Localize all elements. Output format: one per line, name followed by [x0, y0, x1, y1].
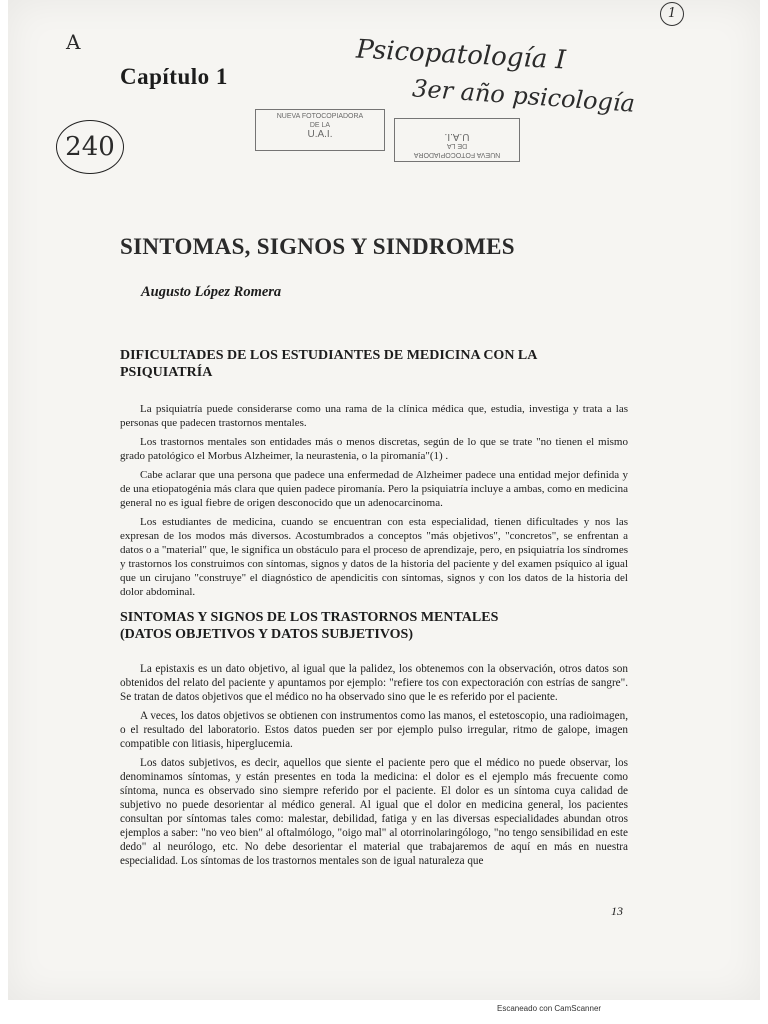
stamp-line: DE LA — [446, 142, 468, 149]
chapter-label: Capítulo 1 — [120, 64, 228, 89]
circled-code-text: 240 — [65, 132, 115, 162]
handwritten-circled-code — [56, 120, 124, 174]
photocopy-stamp-inverted — [394, 118, 520, 162]
scanner-footer: Escaneado con CamScanner — [497, 1004, 602, 1013]
paragraph: Los trastornos mentales son entidades más o menos discretas, según de lo que se trate "no tienen el mismo grado patológico el Morbus Alzheimer, la neurastenia, o la piromanía"(1) . — [120, 436, 628, 462]
paragraph: La psiquiatría puede considerarse como una rama de la clínica médica que, estudia, investiga y trata a las personas que padecen trastornos mentales. — [120, 403, 628, 429]
handwritten-course-year: 3er año psicología — [411, 74, 636, 118]
paragraph: Los estudiantes de medicina, cuando se encuentran con esta especialidad, tienen dificultades y nos las expresan de los modos más diversos. Acostumbrados a conceptos "más objetivos", "concretos", se enfrentan a datos o a "material" que, le significa un obstáculo para el proceso de aprendizaje, pero, en psiquiatría los síndromes y trastornos los construimos con síntomas, signos y datos de la historia del paciente y del examen psíquico al igual que un cirujano "construye" el diagnóstico de apendicitis con síntomas, signos y con los datos de la historia del dolor abdominal. — [120, 516, 628, 598]
paragraph: A veces, los datos objetivos se obtienen con instrumentos como las manos, el estetoscopio, una radioimagen, o el resultado del laboratorio. Estos datos pueden ser por ejemplo pulso irregular, ritmo de galope, imagen compatible con litiasis, hiperglucemia. — [120, 710, 628, 750]
paragraph: Los datos subjetivos, es decir, aquellos que siente el paciente pero que el médico no puede observar, los denominamos síntomas, y están presentes en toda la medicina: el dolor es el ejemplo más frecuente como síntoma, nunca es observado sino siempre referido por el paciente. El dolor es un síntoma cuya calidad de subjetivo no puede desorientar al médico general. Al igual que el dolor en medicina general, los pacientes consultan por síntomas tales como: malestar, debilidad, fatiga y en las diversas especialidades abundan otros ejemplos a saber: "no veo bien" al oftalmólogo, "oigo mal" al otorrinolaringólogo, "no tengo sensibilidad en este dedo" al neurólogo, etc. No debe desorientar el material que trabajaremos de aquí en más en nuestra especialidad. Los síntomas de los trastornos mentales son de igual naturaleza que — [120, 757, 628, 867]
author-name: Augusto López Romera — [141, 284, 282, 300]
chapter-title: SINTOMAS, SIGNOS Y SINDROMES — [120, 234, 515, 259]
photocopy-stamp — [255, 109, 385, 151]
handwritten-mark-a: A — [66, 30, 81, 54]
stamp-line: DE LA — [309, 122, 331, 129]
section-heading: DIFICULTADES DE LOS ESTUDIANTES DE MEDICINA CON LA PSIQUIATRÍA — [120, 348, 537, 380]
paragraph: La epistaxis es un dato objetivo, al igual que la palidez, los obtenemos con la observación, otros datos son obtenidos del relato del paciente y apuntamos por ejemplo: "refiere tos con expectoración con estrías de sangre". Se tratan de datos objetivos que el médico no ha observado sino que le es referido por el paciente. — [120, 663, 628, 703]
section-heading — [120, 609, 640, 643]
stamp-line: U.A.I. — [307, 129, 333, 140]
circled-page-number-text: 1 — [667, 6, 677, 21]
section-body — [120, 662, 628, 873]
stamp-line: U.A.I. — [444, 131, 470, 142]
section-heading-line: SINTOMAS Y SIGNOS DE LOS TRASTORNOS MENTALES — [120, 610, 499, 625]
handwritten-course-name: Psicopatología I — [355, 34, 567, 76]
section-heading-line: (DATOS OBJETIVOS Y DATOS SUBJETIVOS) — [120, 627, 414, 642]
stamp-line: NUEVA FOTOCOPIADORA — [413, 151, 501, 158]
section-body — [120, 402, 628, 604]
stamp-line: NUEVA FOTOCOPIADORA — [276, 113, 364, 120]
page-number: 13 — [611, 904, 623, 918]
circled-page-number — [660, 2, 684, 26]
paragraph: Cabe aclarar que una persona que padece una enfermedad de Alzheimer padece una entidad mejor definida y de una etiopatogénia más clara que quien padece piromanía. Pero la psiquiatría incluye a ambas, como en medicina general no es igual fiebre de origen desconocido que un adenocarcinoma. — [120, 469, 628, 509]
